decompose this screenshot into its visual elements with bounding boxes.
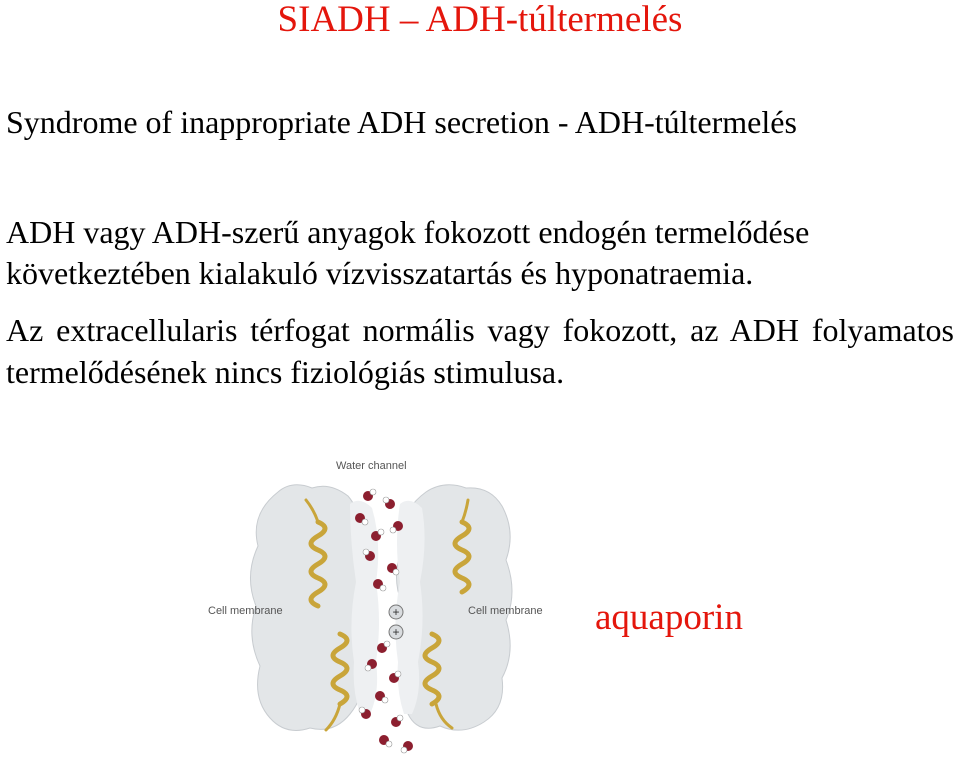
paragraph-1-line-2: következtében kialakuló vízvisszatartás és hyponatraemia. — [6, 255, 754, 291]
paragraph-2: Az extracellularis térfogat normális vagy fokozott, az ADH folyamatos termelődésének nincs fiziológiás stimulusa. — [6, 312, 954, 390]
water-molecule — [379, 735, 392, 747]
water-molecule — [375, 691, 388, 703]
water-molecule — [363, 489, 376, 501]
aquaporin-diagram — [200, 452, 570, 757]
slide-title: SIADH – ADH-túltermelés — [277, 0, 683, 40]
slide-subtitle: Syndrome of inappropriate ADH secretion - ADH-túltermelés — [6, 104, 797, 140]
water-channel-label: Water channel — [336, 460, 407, 472]
water-molecule — [383, 497, 395, 509]
water-molecule — [401, 741, 413, 753]
paragraph-1-line-1: ADH vagy ADH-szerű anyagok fokozott endogén termelődése — [6, 214, 810, 250]
svg-text:+: + — [392, 605, 400, 619]
water-molecule — [391, 715, 403, 727]
positive-charge — [389, 625, 403, 639]
svg-text:+: + — [392, 625, 400, 639]
water-molecule — [377, 641, 390, 653]
cell-membrane-label-right: Cell membrane — [468, 605, 543, 617]
cell-membrane-label-left: Cell membrane — [208, 605, 283, 617]
positive-charge — [389, 605, 403, 619]
aquaporin-caption: aquaporin — [595, 597, 743, 638]
